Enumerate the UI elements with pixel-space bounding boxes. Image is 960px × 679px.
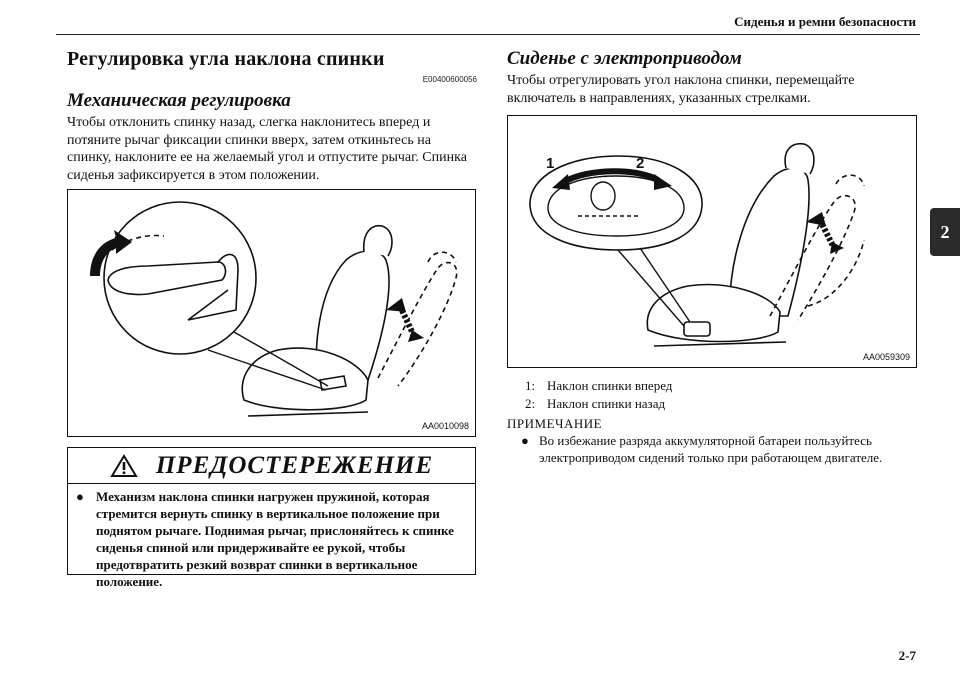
left-column <box>67 48 477 184</box>
chapter-tab <box>930 208 960 256</box>
note-title: ПРИМЕЧАНИЕ <box>507 416 603 431</box>
legend-item <box>525 395 672 413</box>
legend-number: 1: <box>525 378 536 393</box>
callout-number-1: 1 <box>546 155 555 172</box>
section-code: E00400600056 <box>422 75 477 84</box>
section-title: Регулировка угла наклона спинки <box>67 48 385 70</box>
warning-title: ПРЕДОСТЕРЕЖЕНИЕ <box>155 451 434 479</box>
legend-number: 2: <box>525 396 536 411</box>
power-seat-title: Сиденье с электроприводом <box>507 48 742 69</box>
right-column <box>507 48 917 107</box>
legend-item <box>525 377 672 395</box>
manual-seat-drawing <box>68 190 475 436</box>
running-header: Сиденья и ремни безопасности <box>734 14 916 29</box>
warning-triangle-icon <box>110 454 138 478</box>
note-block <box>507 416 917 466</box>
legend-text: Наклон спинки назад <box>547 396 666 411</box>
power-recline-illustration <box>507 115 917 368</box>
manual-recline-illustration <box>67 189 476 437</box>
power-seat-text: Чтобы отрегулировать угол наклона спинки, перемещайте включатель в направлениях, указанных стрелками. <box>507 73 855 106</box>
warning-bullet: ● <box>76 489 84 504</box>
figure-legend <box>525 377 672 413</box>
callout-number-2: 2 <box>636 155 645 172</box>
note-text: Во избежание разряда аккумуляторной батареи пользуйтесь электроприводом сидений только при работающем двигателе. <box>539 433 883 465</box>
warning-text: Механизм наклона спинки нагружен пружиной, которая стремится вернуть спинку в вертикальное положение при поднятом рычаге. Поднимая рычаг, прислоняйтесь к спинке сиденья спиной или придерживайте ее рукой, чтобы предотвратить резкий возврат спинки в вертикальное положение. <box>96 489 454 589</box>
header-rule <box>56 34 920 35</box>
warning-box <box>67 447 476 589</box>
power-seat-drawing <box>508 116 916 367</box>
warning-header <box>68 448 475 484</box>
warning-body <box>68 484 475 590</box>
legend-text: Наклон спинки вперед <box>547 378 673 393</box>
chapter-tab-label: 2 <box>940 222 950 242</box>
manual-adjust-text: Чтобы отклонить спинку назад, слегка наклонитесь вперед и потяните рычаг фиксации спинки вверх, затем откиньтесь на спинку, наклоните ее на желаемый угол и отпустите рычаг. Спинка сиденья зафиксируется в этом положении. <box>67 115 467 183</box>
note-body <box>521 432 917 466</box>
page-number: 2-7 <box>898 648 916 663</box>
figure-code-right: AA0059309 <box>862 352 910 362</box>
note-bullet: ● <box>521 433 529 448</box>
manual-adjust-title: Механическая регулировка <box>67 90 291 111</box>
figure-code-left: AA0010098 <box>421 421 469 431</box>
